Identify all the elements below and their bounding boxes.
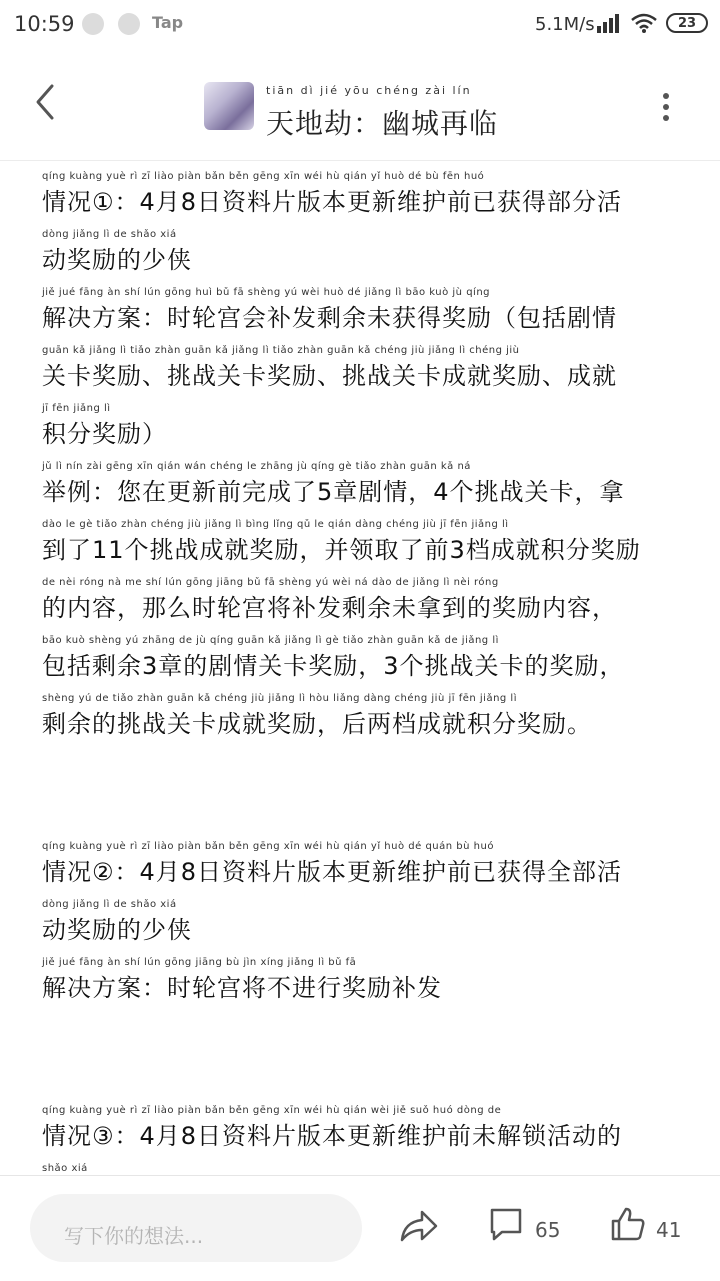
text-line bbox=[42, 397, 680, 455]
text-line bbox=[42, 281, 680, 339]
wifi-icon bbox=[630, 12, 658, 34]
notification-icon bbox=[82, 13, 104, 35]
back-arrow-icon[interactable] bbox=[28, 82, 68, 122]
body-text: 剩余的挑战关卡成就奖励，后两档成就积分奖励。 bbox=[42, 710, 592, 738]
text-line bbox=[42, 571, 680, 629]
page-title: 天地劫：幽城再临 bbox=[266, 107, 499, 140]
status-time: 10:59 bbox=[14, 12, 75, 36]
pinyin-annotation: shèng yú de tiǎo zhàn guān kǎ chéng jiù jiǎng lì hòu liǎng dàng chéng jiù jī fēn jiǎng lì bbox=[42, 693, 517, 704]
pinyin-annotation: jǔ lì nín zài gēng xīn qián wán chéng le zhāng jù qíng gè tiǎo zhàn guān kǎ ná bbox=[42, 461, 471, 472]
game-avatar[interactable] bbox=[204, 82, 254, 130]
pinyin-annotation: bāo kuò shèng yú zhāng de jù qíng guān kǎ jiǎng lì gè tiǎo zhàn guān kǎ de jiǎng lì bbox=[42, 635, 499, 646]
app-header bbox=[0, 50, 720, 161]
body-text: 到了11个挑战成就奖励，并领取了前3档成就积分奖励 bbox=[42, 536, 641, 564]
pinyin-annotation: qíng kuàng yuè rì zī liào piàn bǎn běn gēng xīn wéi hù qián yǐ huò dé quán bù huó bbox=[42, 841, 494, 852]
pinyin-annotation: jiě jué fāng àn shí lún gōng jiāng bù jìn xíng jiǎng lì bǔ fā bbox=[42, 957, 357, 968]
pinyin-annotation: dòng jiǎng lì de shǎo xiá bbox=[42, 229, 177, 240]
text-line bbox=[42, 1099, 680, 1157]
text-line bbox=[42, 835, 680, 893]
more-options-icon[interactable] bbox=[656, 90, 676, 124]
paragraph-gap bbox=[42, 1009, 680, 1099]
pinyin-annotation: qíng kuàng yuè rì zī liào piàn bǎn běn gēng xīn wéi hù qián yǐ huò dé bù fēn huó bbox=[42, 171, 485, 182]
status-app-name: Tap bbox=[152, 13, 184, 32]
post-body bbox=[0, 165, 720, 1175]
text-line bbox=[42, 951, 680, 1009]
share-icon[interactable] bbox=[398, 1208, 438, 1244]
pinyin-annotation: jī fēn jiǎng lì bbox=[42, 403, 111, 414]
body-text: 情况②：4月8日资料片版本更新维护前已获得全部活 bbox=[42, 858, 623, 886]
text-line bbox=[42, 893, 680, 951]
comment-count: 65 bbox=[535, 1218, 561, 1242]
pinyin-annotation: qíng kuàng yuè rì zī liào piàn bǎn běn gēng xīn wéi hù qián wèi jiě suǒ huó dòng de bbox=[42, 1105, 502, 1116]
body-text: 情况③：4月8日资料片版本更新维护前未解锁活动的 bbox=[42, 1122, 623, 1150]
body-text: 解决方案：时轮宫会补发剩余未获得奖励（包括剧情 bbox=[42, 304, 617, 332]
body-text: 举例：您在更新前完成了5章剧情，4个挑战关卡，拿 bbox=[42, 478, 625, 506]
message-icon bbox=[118, 13, 140, 35]
like-count: 41 bbox=[656, 1218, 682, 1242]
text-line bbox=[42, 455, 680, 513]
text-line bbox=[42, 1157, 680, 1175]
battery-indicator: 23 bbox=[666, 13, 708, 33]
text-line bbox=[42, 687, 680, 745]
bottom-action-bar bbox=[0, 1175, 720, 1281]
body-text: 解决方案：时轮宫将不进行奖励补发 bbox=[42, 974, 442, 1002]
text-line bbox=[42, 165, 680, 223]
text-line bbox=[42, 513, 680, 571]
body-text: 动奖励的少侠 bbox=[42, 246, 192, 274]
text-line bbox=[42, 629, 680, 687]
text-line bbox=[42, 339, 680, 397]
post-content bbox=[0, 165, 720, 1175]
status-speed: 5.1M/s bbox=[535, 14, 595, 35]
title-pinyin: tiān dì jié yōu chéng zài lín bbox=[266, 84, 472, 97]
pinyin-annotation: jiě jué fāng àn shí lún gōng huì bǔ fā shèng yú wèi huò dé jiǎng lì bāo kuò jù qíng bbox=[42, 287, 491, 298]
text-line bbox=[42, 223, 680, 281]
body-text: 关卡奖励、挑战关卡奖励、挑战关卡成就奖励、成就 bbox=[42, 362, 617, 390]
paragraph-gap bbox=[42, 745, 680, 835]
pinyin-annotation: de nèi róng nà me shí lún gōng jiāng bǔ fā shèng yú wèi ná dào de jiǎng lì nèi róng bbox=[42, 577, 499, 588]
pinyin-annotation: guān kǎ jiǎng lì tiǎo zhàn guān kǎ jiǎng lì tiǎo zhàn guān kǎ chéng jiù jiǎng lì chéng jiù bbox=[42, 345, 520, 356]
body-text: 情况①：4月8日资料片版本更新维护前已获得部分活 bbox=[42, 188, 623, 216]
pinyin-annotation: shǎo xiá bbox=[42, 1163, 88, 1174]
status-bar bbox=[0, 0, 720, 50]
pinyin-annotation: dào le gè tiǎo zhàn chéng jiù jiǎng lì bìng lǐng qǔ le qián dàng chéng jiù jī fēn jiǎng lì bbox=[42, 519, 509, 530]
comment-icon[interactable] bbox=[488, 1206, 524, 1242]
body-text: 积分奖励） bbox=[42, 420, 167, 448]
comment-placeholder: 写下你的想法... bbox=[64, 1224, 204, 1248]
body-text: 动奖励的少侠 bbox=[42, 916, 192, 944]
body-text: 的内容，那么时轮宫将补发剩余未拿到的奖励内容， bbox=[42, 594, 617, 622]
like-icon[interactable] bbox=[610, 1206, 646, 1242]
body-text: 包括剩余3章的剧情关卡奖励，3个挑战关卡的奖励， bbox=[42, 652, 625, 680]
comment-input[interactable] bbox=[30, 1194, 362, 1262]
signal-icon bbox=[595, 12, 621, 34]
pinyin-annotation: dòng jiǎng lì de shǎo xiá bbox=[42, 899, 177, 910]
